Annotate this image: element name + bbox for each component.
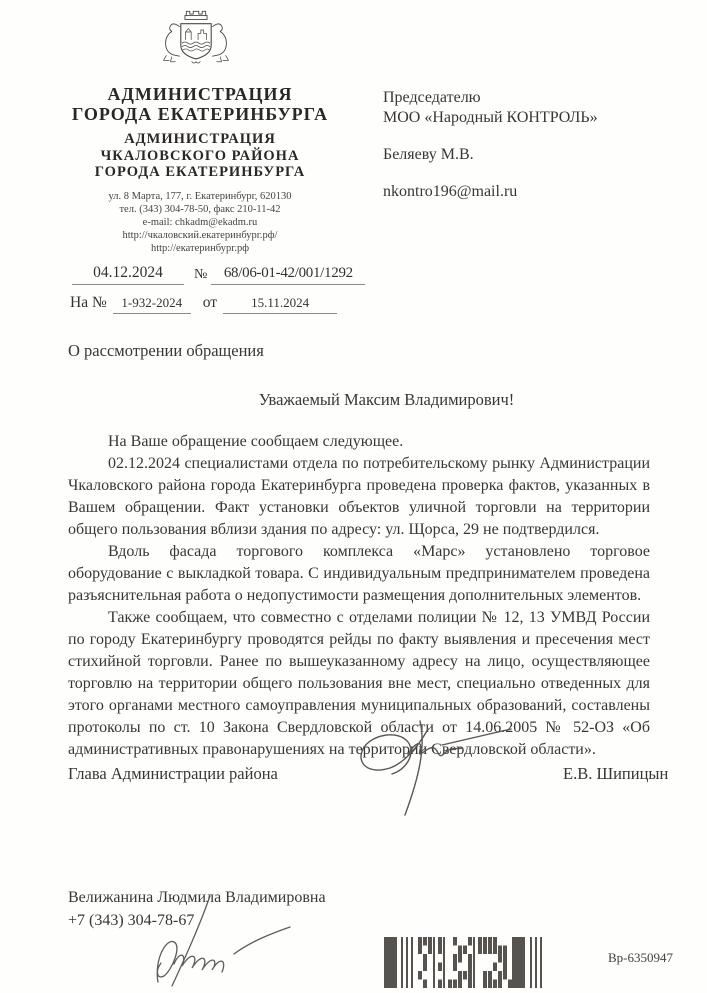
outgoing-reference-row bbox=[64, 264, 384, 285]
org-phone-fax: тел. (343) 304-78-50, факс 210-11-42 bbox=[119, 203, 281, 215]
incoming-number: 1-932-2024 bbox=[113, 295, 191, 314]
division-line: АДМИНИСТРАЦИЯ bbox=[124, 131, 276, 147]
spacer bbox=[383, 165, 683, 182]
letter-body bbox=[68, 390, 650, 761]
org-name-line: АДМИНИСТРАЦИЯ bbox=[107, 84, 293, 104]
org-contact-block bbox=[28, 190, 372, 255]
number-sign: № bbox=[194, 267, 208, 282]
subject-line: О рассмотрении обращения bbox=[68, 341, 264, 360]
from-label: от bbox=[202, 294, 218, 311]
body-paragraph: Вдоль фасада торгового комплекса «Марс» установлено торговое оборудование с выкладкой товара. С индивидуальным предпринимателем проведена разъяснительная работа о недопустимости размещения дополнительных элементов. bbox=[68, 543, 650, 604]
outgoing-number: 68/06-01-42/001/1292 bbox=[211, 265, 365, 285]
handwritten-initials-icon bbox=[146, 892, 316, 990]
signer-position: Глава Администрации района bbox=[68, 764, 278, 783]
recipient-block bbox=[383, 88, 683, 202]
executor-name: Велижанина Людмила Владимировна bbox=[68, 889, 326, 906]
recipient-email: nkontro196@mail.ru bbox=[383, 183, 518, 200]
barcode-number: Вр-6350947 bbox=[608, 950, 673, 965]
incoming-date: 15.11.2024 bbox=[223, 295, 337, 314]
yekaterinburg-coat-of-arms-icon bbox=[158, 6, 234, 76]
org-email: e-mail: chkadm@ekadm.ru bbox=[142, 216, 258, 228]
executor-phone: +7 (343) 304-78-67 bbox=[68, 912, 195, 929]
body-paragraph: 02.12.2024 специалистами отдела по потребительскому рынку Администрации Чкаловского района города Екатеринбурга проведена проверка фактов, указанных в Вашем обращении. Факт установки объектов уличной торговли на территории общего пользования вблизи здания по адресу: ул. Щорса, 29 не подтвердился. bbox=[68, 455, 650, 538]
division-line: ГОРОДА ЕКАТЕРИНБУРГА bbox=[94, 164, 306, 180]
recipient-organization: МОО «Народный КОНТРОЛЬ» bbox=[383, 109, 598, 126]
incoming-reference-row bbox=[64, 294, 384, 314]
division-line: ЧКАЛОВСКОГО РАЙОНА bbox=[100, 147, 300, 164]
salutation: Уважаемый Максим Владимирович! bbox=[258, 390, 515, 409]
body-paragraph: Также сообщаем, что совместно с отделами полиции № 12, 13 УМВД России по городу Екатеринбургу проводятся рейды по факту выявления и пресечения мест стихийной торговли. Ранее по вышеуказанному адресу на лицо, осуществляющее торговлю на территории общего пользования вне мест, специально отведенных для этого органами местного самоуправления муниципальных образований, составлены протоколы по ст. 10 Закона Свердловской области от 14.06.2005 № 52-ОЗ «Об административных правонарушениях на территории Свердловской области». bbox=[68, 609, 650, 758]
org-name-line: ГОРОДА ЕКАТЕРИНБУРГА bbox=[71, 104, 329, 124]
recipient-position: Председателю bbox=[383, 89, 481, 106]
org-website-city: http://екатеринбург.рф bbox=[150, 242, 250, 254]
body-paragraph: На Ваше обращение сообщаем следующее. bbox=[108, 433, 404, 450]
recipient-name: Беляеву М.В. bbox=[383, 146, 474, 163]
reference-block bbox=[64, 264, 384, 314]
incoming-label: На № bbox=[70, 294, 107, 311]
letterhead bbox=[28, 84, 372, 255]
spacer bbox=[383, 128, 683, 145]
signer-name: Е.В. Шипицын bbox=[563, 764, 669, 783]
outgoing-date: 04.12.2024 bbox=[72, 264, 184, 285]
handwritten-signature-icon bbox=[348, 715, 528, 820]
document-barcode-icon bbox=[384, 937, 554, 988]
division-name bbox=[28, 131, 372, 181]
org-address: ул. 8 Марта, 177, г. Екатеринбург, 620130 bbox=[108, 190, 292, 202]
org-website-district: http://чкаловский.екатеринбург.рф/ bbox=[122, 229, 278, 241]
